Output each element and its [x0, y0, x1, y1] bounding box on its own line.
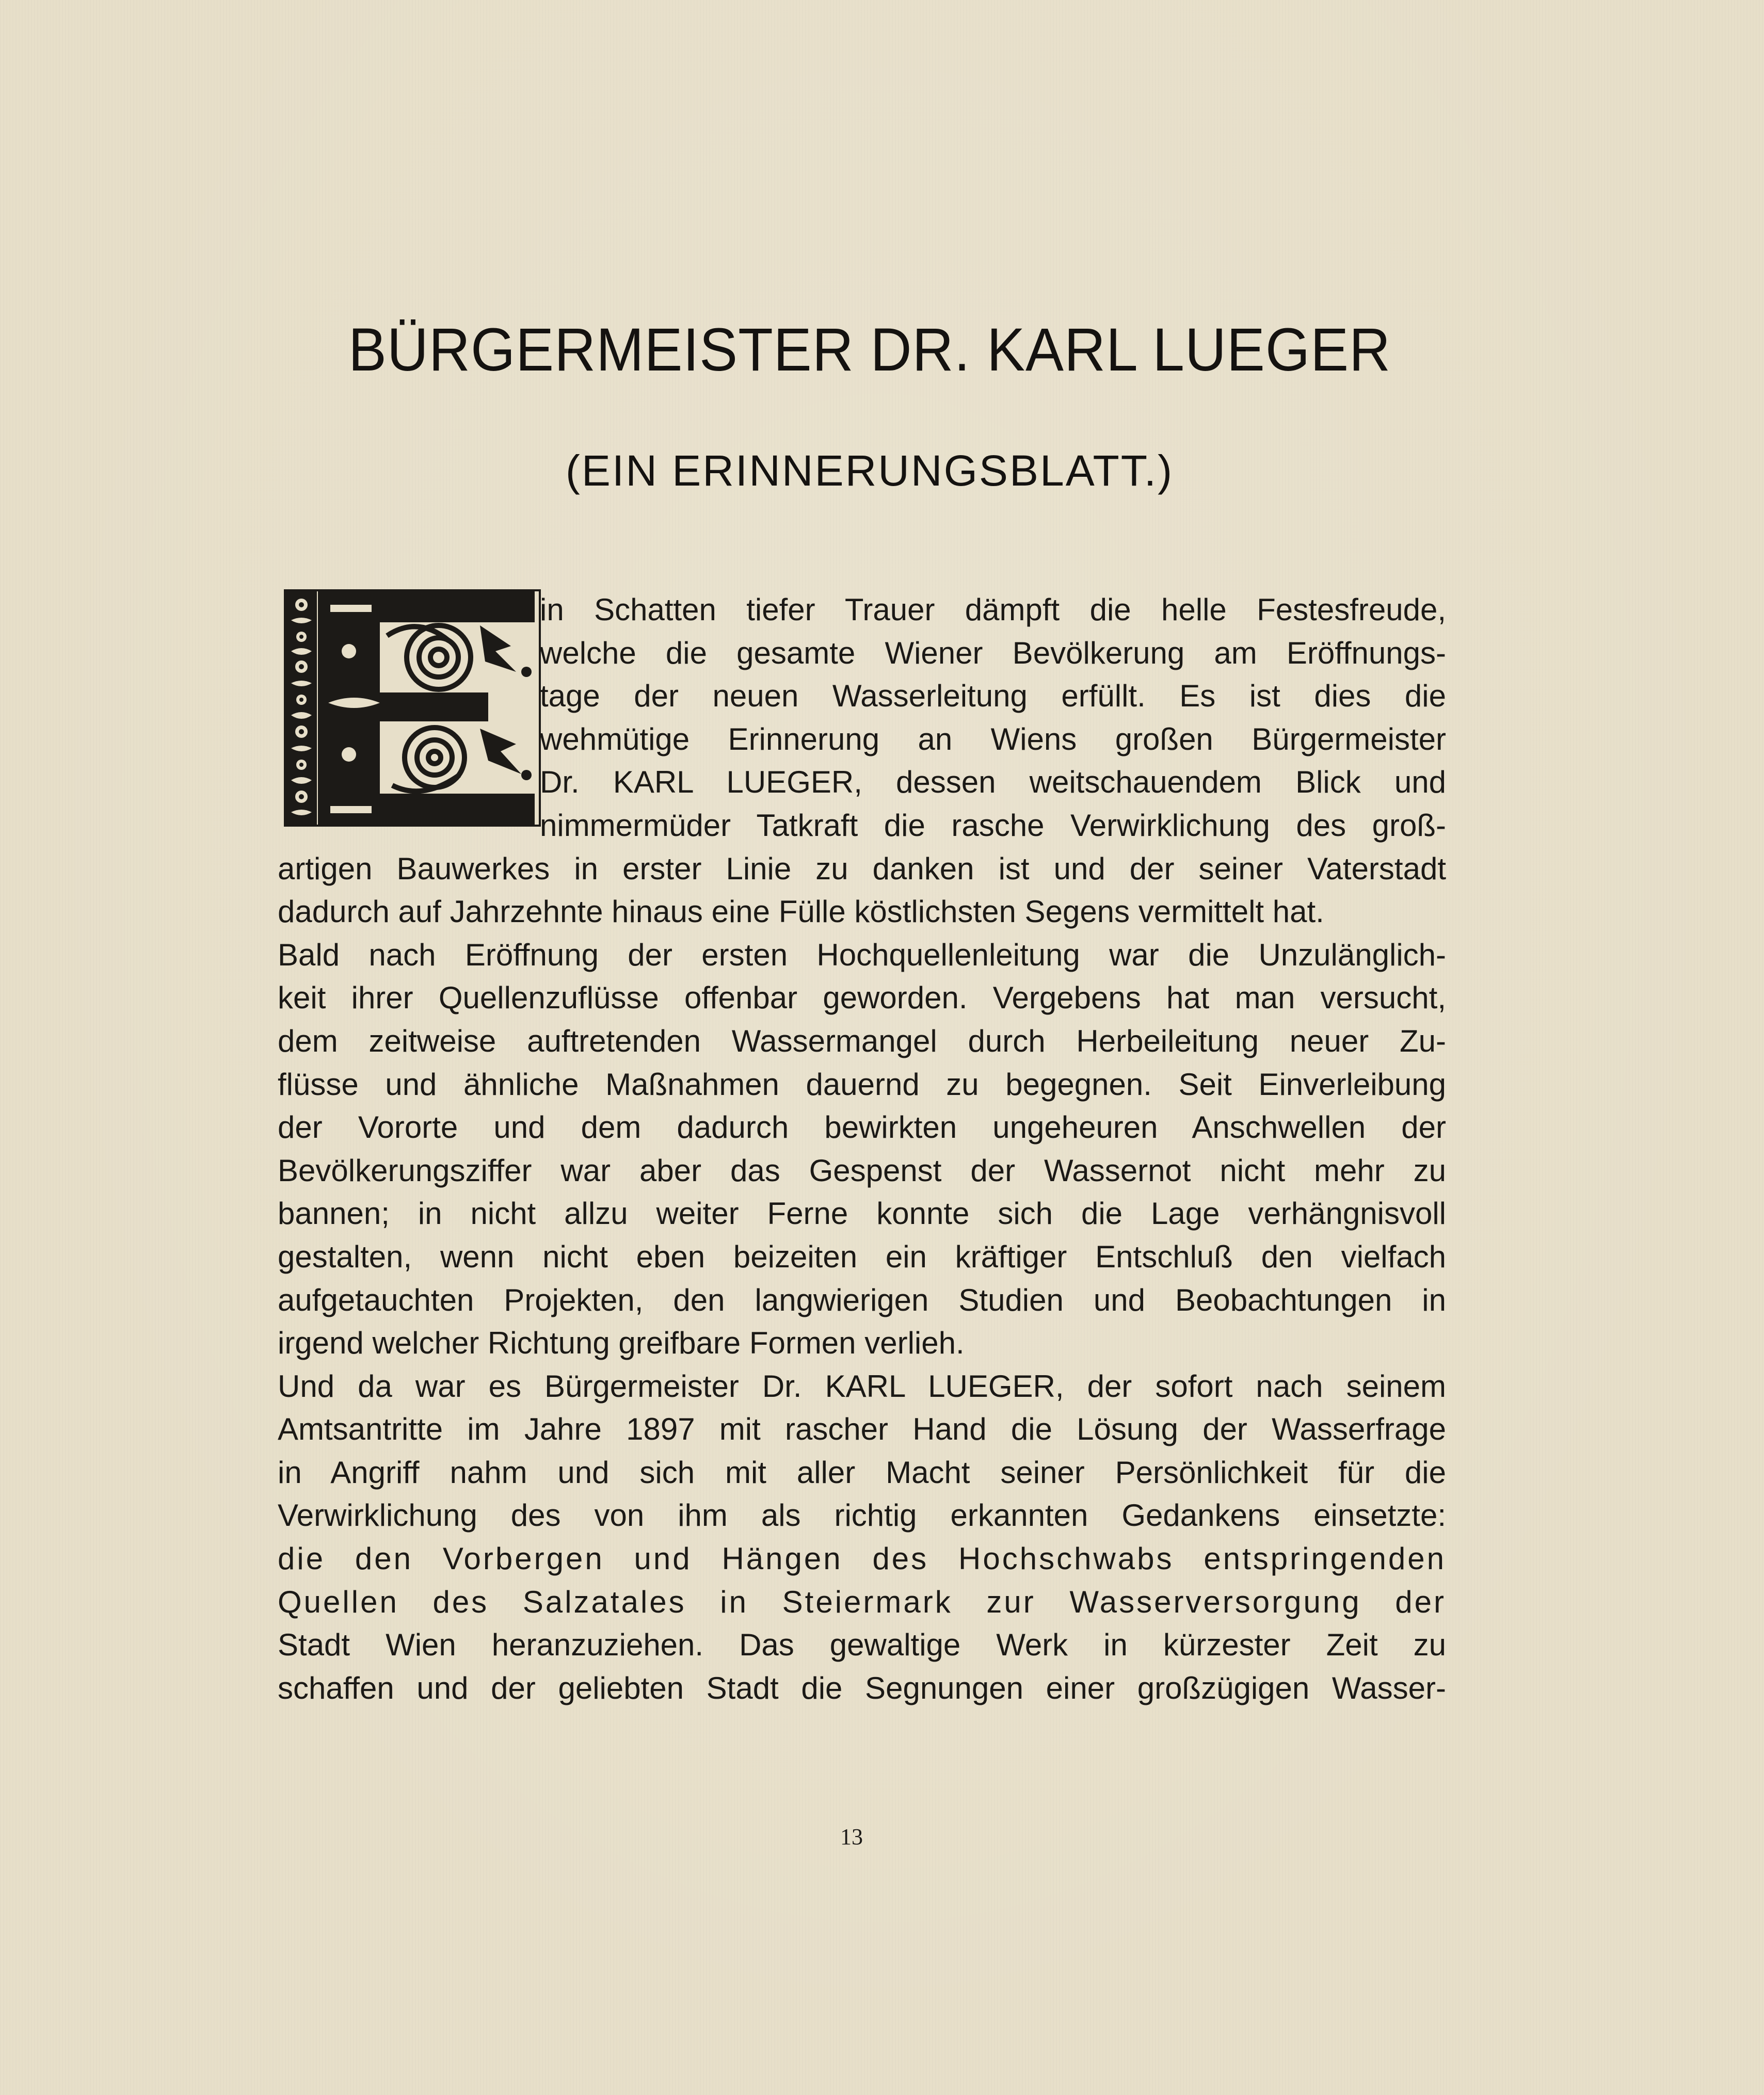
text-line: Bald nach Eröffnung der ersten Hochquellenleitung war die Unzulänglich-: [278, 937, 1446, 972]
paragraph-2: [278, 933, 1446, 1365]
text-line: wehmütige Erinnerung an Wiens großen Bürgermeister: [540, 721, 1446, 756]
paragraph-1: [278, 588, 1446, 933]
text-line: Amtsantritte im Jahre 1897 mit rascher Hand die Lösung der Wasserfrage: [278, 1412, 1446, 1447]
text-line: gestalten, wenn nicht eben beizeiten ein kräftiger Entschluß den vielfach: [278, 1239, 1446, 1274]
text-line: artigen Bauwerkes in erster Linie zu danken ist und der seiner Vaterstadt: [278, 851, 1446, 886]
text-line: Und da war es Bürgermeister Dr. KARL LUEGER, der sofort nach seinem: [278, 1368, 1446, 1404]
text-line: flüsse und ähnliche Maßnahmen dauernd zu begegnen. Seit Einverleibung: [278, 1067, 1446, 1102]
text-line: aufgetauchten Projekten, den langwierigen Studien und Beobachtungen in: [278, 1282, 1446, 1317]
article-body: [278, 588, 1446, 1710]
text-line: welche die gesamte Wiener Bevölkerung am Eröffnungs-: [540, 635, 1446, 670]
paragraph-3: [278, 1365, 1446, 1710]
page-number: 13: [840, 1824, 863, 1849]
text-line: dadurch auf Jahrzehnte hinaus eine Fülle köstlichsten Segens vermittelt hat.: [278, 894, 1324, 929]
text-line: die den Vorbergen und Hängen des Hochschwabs entspringenden: [278, 1541, 1446, 1576]
text-line: tage der neuen Wasserleitung erfüllt. Es ist dies die: [540, 679, 1446, 714]
text-line: nimmermüder Tatkraft die rasche Verwirklichung des groß-: [540, 808, 1446, 843]
text-line: Quellen des Salzatales in Steiermark zur Wasserversorgung der: [278, 1584, 1446, 1619]
text-line: Stadt Wien heranzuziehen. Das gewaltige Werk in kürzester Zeit zu: [278, 1627, 1446, 1663]
text-line: dem zeitweise auftretenden Wassermangel durch Herbeileitung neuer Zu-: [278, 1023, 1446, 1058]
text-line: in Angriff nahm und sich mit aller Macht seiner Persönlichkeit für die: [278, 1455, 1446, 1490]
text-line: bannen; in nicht allzu weiter Ferne konnte sich die Lage verhängnisvoll: [278, 1196, 1446, 1231]
page-title: BÜRGERMEISTER DR. KARL LUEGER: [348, 316, 1391, 384]
text-line: Dr. KARL LUEGER, dessen weitschauendem Blick und: [540, 765, 1446, 800]
text-line: keit ihrer Quellenzuflüsse offenbar geworden. Vergebens hat man versucht,: [278, 980, 1446, 1016]
text-line: der Vororte und dem dadurch bewirkten ungeheuren Anschwellen der: [278, 1110, 1446, 1145]
text-line: Bevölkerungsziffer war aber das Gespenst der Wassernot nicht mehr zu: [278, 1153, 1446, 1188]
text-line: irgend welcher Richtung greifbare Formen verlieh.: [278, 1326, 965, 1361]
text-line: schaffen und der geliebten Stadt die Segnungen einer großzügigen Wasser-: [278, 1670, 1446, 1705]
page-subtitle: (EIN ERINNERUNGSBLATT.): [565, 446, 1174, 495]
text-line: Verwirklichung des von ihm als richtig erkannten Gedankens einsetzte:: [278, 1498, 1446, 1533]
text-line: in Schatten tiefer Trauer dämpft die helle Festesfreude,: [540, 592, 1446, 627]
